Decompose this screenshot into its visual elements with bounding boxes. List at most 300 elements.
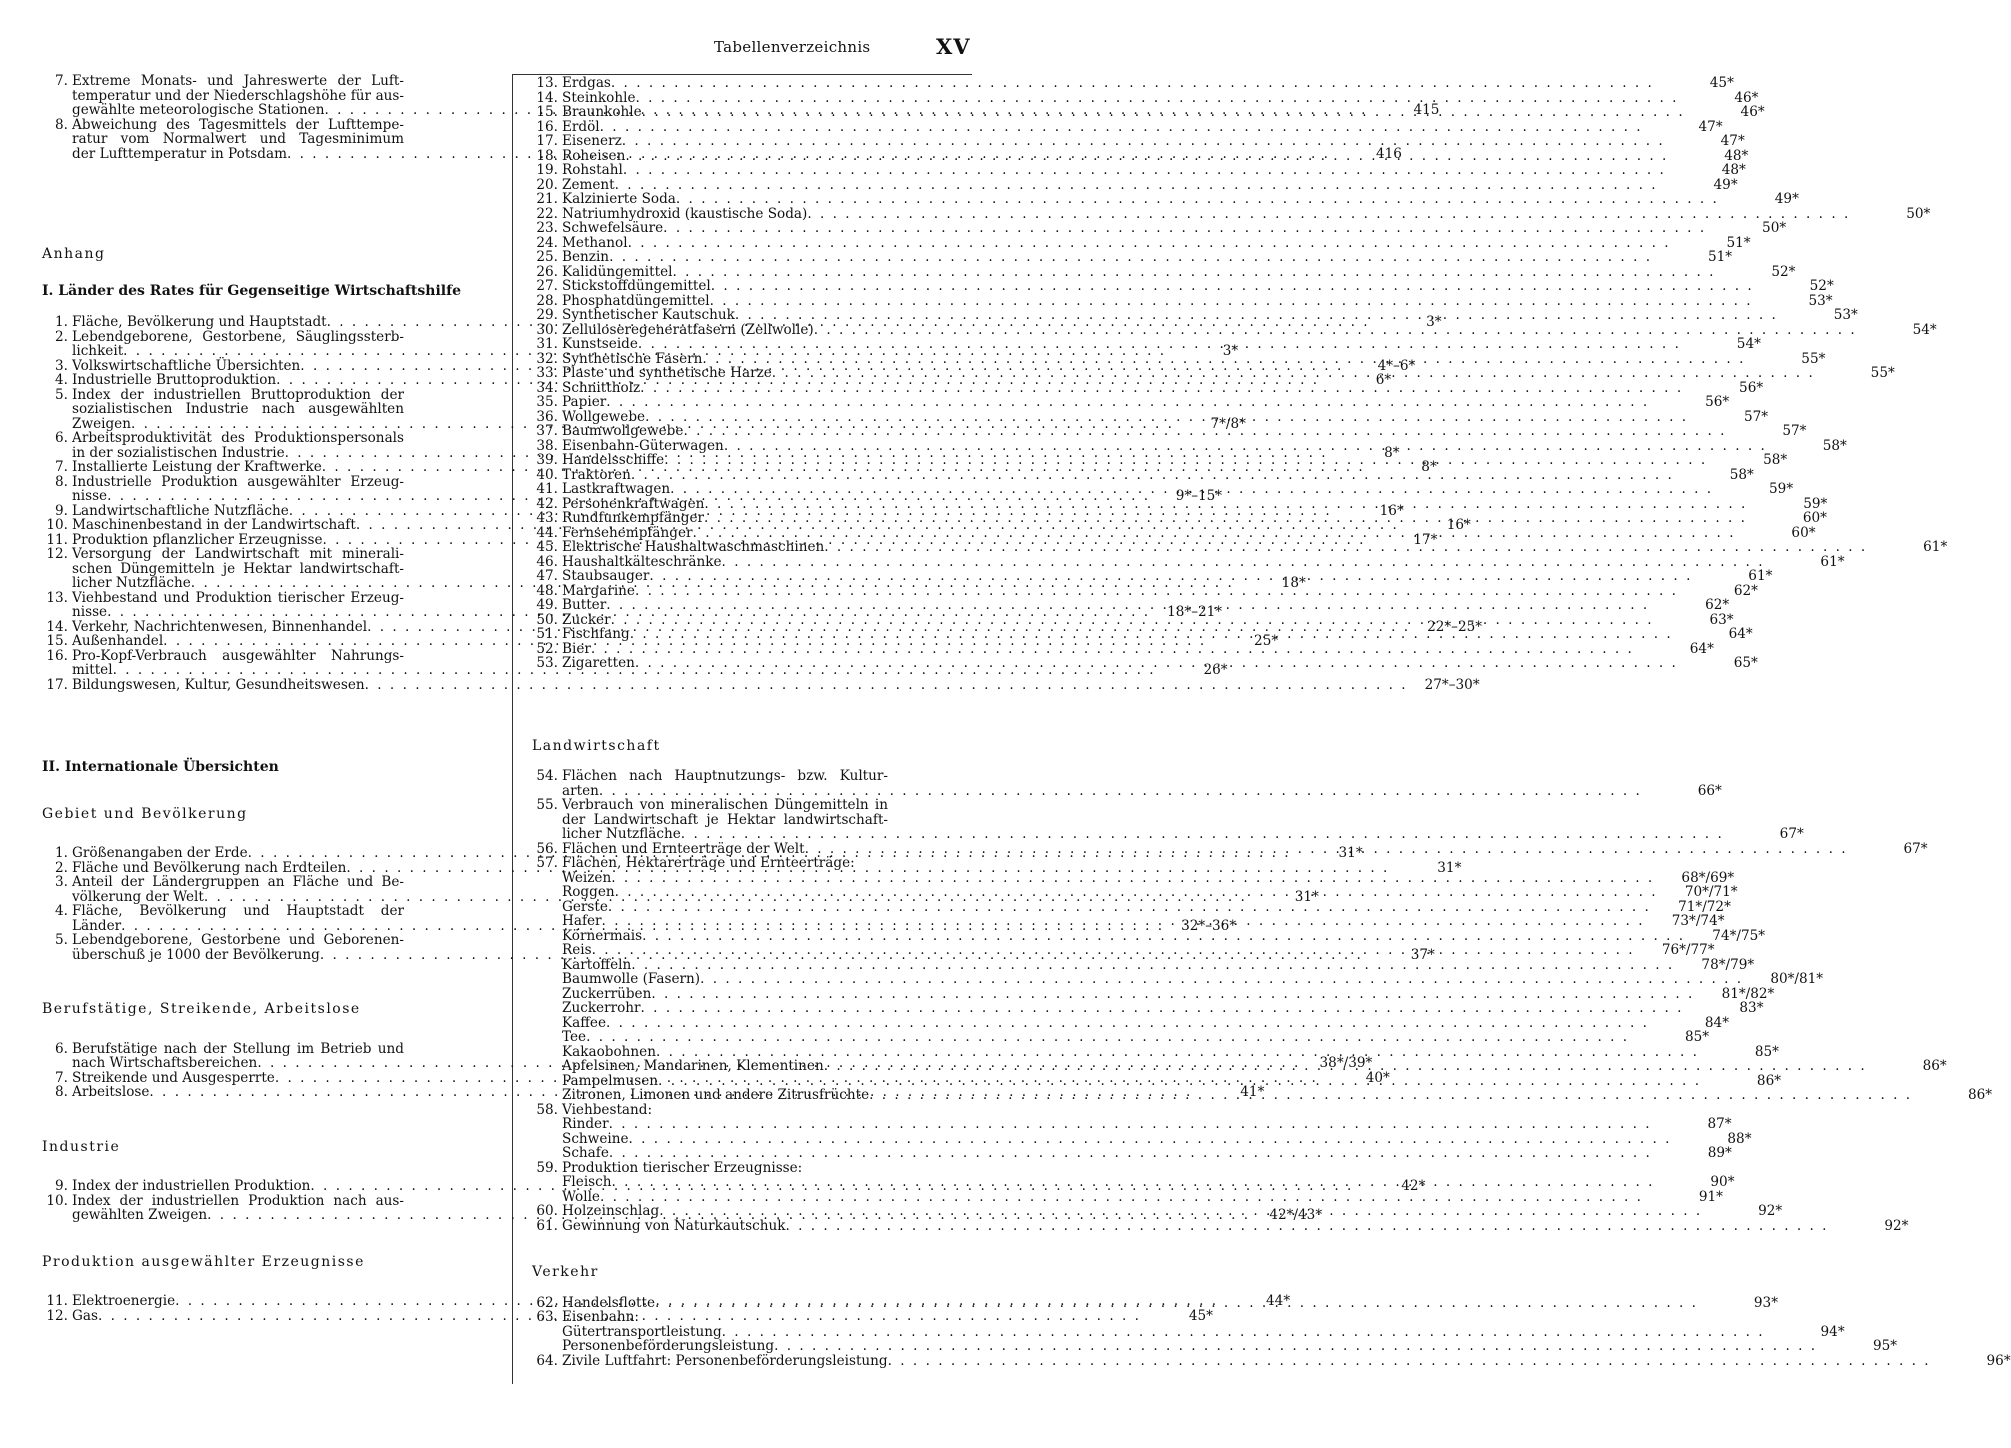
toc-subentry	[532, 1145, 1732, 1161]
entry-page: 65*	[1733, 655, 1758, 671]
entry-line	[562, 972, 1823, 987]
entry-page: 89*	[1707, 1145, 1732, 1161]
toc-entry	[532, 797, 1804, 842]
entry-text: Benzin	[562, 249, 610, 265]
entry-number: 45.	[536, 539, 558, 555]
spacer	[42, 962, 494, 1002]
toc-entry	[532, 336, 1761, 352]
entry-text: Steinkohle	[562, 89, 636, 106]
entry-number: 20.	[536, 176, 558, 193]
entry-text: Butter	[562, 597, 607, 613]
entry-number: 32.	[536, 350, 558, 367]
entry-line	[562, 1016, 1729, 1031]
spacer	[532, 1233, 972, 1265]
entry-text: gewählten Zweigen	[72, 1207, 208, 1223]
entry-text: Zucker	[562, 611, 611, 628]
entry-page: 18*	[1281, 575, 1306, 591]
entry-number: 4.	[55, 372, 68, 388]
entry-page: 88*	[1727, 1130, 1752, 1147]
page-number: XV	[936, 34, 971, 59]
entry-text: Index der industriellen Produktion nach aus-	[72, 1192, 404, 1209]
entry-page: 46*	[1734, 89, 1759, 106]
entry-number: 28.	[536, 292, 558, 309]
entry-line	[562, 381, 1763, 396]
entry-text: der Lufttemperatur in Potsdam	[72, 145, 287, 162]
entry-page: 53*	[1833, 307, 1858, 323]
entry-number: 13.	[536, 75, 558, 91]
entry-line	[562, 526, 1816, 541]
entry-page: 50*	[1762, 220, 1787, 236]
entry-text: Roheisen	[562, 147, 626, 164]
entry-text: Industrielle Bruttoproduktion	[72, 372, 277, 388]
entry-text: in der sozialistischen Industrie	[72, 444, 285, 461]
leader-dots	[609, 250, 1652, 265]
entry-page: 62*	[1733, 582, 1758, 599]
entry-number: 7.	[55, 459, 68, 475]
entry-line	[72, 1194, 504, 1209]
entry-page: 80*/81*	[1770, 971, 1824, 987]
subheading-industrie: Industrie	[42, 1138, 121, 1155]
leader-dots	[693, 526, 1736, 541]
leader-dots	[645, 410, 1688, 425]
leader-dots	[599, 784, 1642, 799]
subheading-beruf: Berufstätige, Streikende, Arbeitslose	[42, 1001, 361, 1017]
entry-line	[562, 627, 1753, 642]
entry-number: 3.	[55, 874, 68, 890]
entry-page: 59*	[1803, 495, 1828, 512]
entry-page: 95*	[1872, 1338, 1898, 1354]
leader-dots	[591, 642, 1634, 657]
entry-line	[562, 871, 1734, 886]
entry-text: schen Düngemitteln je Hektar landwirtschaft-	[72, 560, 404, 577]
entry-number: 12.	[46, 1307, 68, 1324]
leader-dots	[824, 1059, 1867, 1074]
entry-text: Kalzinierte Soda	[562, 191, 676, 207]
entry-page: 61*	[1820, 553, 1845, 570]
entry-text: Versorgung der Landwirtschaft mit minerali-	[72, 546, 404, 562]
entry-number: 26.	[536, 263, 558, 280]
entry-text: Landwirtschaftliche Nutzfläche	[72, 502, 289, 519]
entry-line	[562, 827, 1804, 842]
entry-line	[562, 929, 1765, 944]
entry-text: Gerste	[562, 898, 608, 915]
entry-number: 49.	[536, 597, 558, 613]
entry-line	[562, 1325, 1845, 1340]
entry-number: 9.	[55, 1178, 68, 1194]
entry-number: 23.	[536, 220, 558, 236]
entry-text: ratur vom Normalwert und Tagesminimum	[72, 131, 404, 147]
toc-entry	[532, 133, 1745, 149]
entry-text: Fischfang	[562, 626, 630, 642]
entry-line	[562, 221, 1786, 236]
leader-dots	[630, 627, 1673, 642]
leader-dots	[642, 929, 1685, 944]
entry-page: 3*	[1426, 314, 1442, 330]
entry-page: 8*	[1384, 444, 1400, 461]
entry-number: 31.	[536, 336, 558, 352]
entry-text: Haushaltkälteschränke	[562, 553, 722, 570]
entry-line	[562, 1354, 2011, 1369]
toc-subentry	[532, 956, 1755, 973]
entry-number: 34.	[536, 379, 558, 396]
entry-line	[72, 875, 504, 890]
entry-text: Personenkraftwagen	[562, 495, 705, 512]
spacer	[532, 671, 972, 739]
entry-page: 47*	[1698, 118, 1723, 135]
entry-text: Zuckerrohr	[562, 1000, 641, 1016]
entry-line	[562, 569, 1772, 584]
entry-number: 55.	[536, 797, 558, 813]
entry-line	[562, 424, 1806, 439]
entry-text: mittel	[72, 662, 113, 678]
entry-page: 4*–6*	[1377, 357, 1416, 374]
entry-text: Reis	[562, 942, 592, 958]
entry-text: Rinder	[562, 1116, 609, 1132]
entry-number: 59.	[536, 1159, 558, 1176]
toc-entry	[532, 1310, 972, 1325]
entry-line	[562, 134, 1745, 149]
entry-number: 18.	[536, 147, 558, 164]
entry-page: 70*/71*	[1684, 884, 1738, 900]
entry-page: 59*	[1769, 481, 1794, 497]
entry-number: 11.	[46, 531, 68, 548]
entry-line	[562, 352, 1825, 367]
entry-text: Synthetischer Kautschuk	[562, 307, 735, 323]
entry-text: Staubsauger	[562, 568, 650, 584]
section-title-comecon: I. Länder des Rates für Gegenseitige Wirtschaftshilfe	[42, 282, 462, 299]
entry-page: 42*/43*	[1269, 1207, 1323, 1223]
toc-subentry	[532, 971, 1824, 987]
entry-text: temperatur und der Niederschlagshöhe für aus-	[72, 87, 404, 104]
spacer	[532, 753, 972, 769]
entry-number: 19.	[536, 162, 558, 178]
entry-line	[72, 402, 504, 417]
entry-text: Methanol	[562, 234, 628, 251]
entry-text: Zelluloseregeneratfasern (Zellwolle)	[562, 321, 814, 338]
entry-page: 92*	[1884, 1217, 1909, 1234]
toc-entry	[532, 118, 1723, 135]
entry-line	[562, 192, 1799, 207]
entry-line	[562, 1175, 1735, 1190]
spacer	[532, 1280, 972, 1296]
entry-page: 61*	[1923, 539, 1948, 555]
entry-page: 45*	[1709, 75, 1734, 91]
entry-text: Schwefelsäure	[562, 220, 664, 236]
entry-number: 7.	[55, 1069, 68, 1086]
entry-text: nisse	[72, 488, 108, 504]
entry-line	[562, 842, 1928, 857]
entry-number: 15.	[536, 104, 558, 120]
entry-line	[562, 102, 1765, 120]
entry-line	[562, 642, 1714, 657]
leader-dots	[592, 943, 1635, 958]
leader-dots	[670, 482, 1713, 497]
entry-text: Fläche und Bevölkerung nach Erdteilen	[72, 859, 347, 876]
entry-page: 49*	[1713, 176, 1738, 193]
entry-line	[562, 337, 1761, 352]
toc-entry	[532, 768, 1722, 799]
entry-line	[562, 207, 1930, 222]
entry-page: 27*–30*	[1424, 676, 1480, 693]
entry-number: 42.	[536, 495, 558, 512]
toc-entry	[532, 191, 1799, 207]
subheading-landwirtschaft: Landwirtschaft	[532, 737, 661, 754]
entry-page: 68*/69*	[1681, 869, 1735, 886]
entry-page: 84*	[1704, 1014, 1729, 1031]
entry-text: Streikende und Ausgesperrte	[72, 1069, 275, 1086]
entry-line	[562, 236, 1751, 251]
toc-subentry	[532, 1188, 1723, 1205]
toc-entry	[532, 278, 1834, 294]
entry-page: 40*	[1365, 1069, 1390, 1086]
entry-number: 17.	[536, 133, 558, 149]
entry-line	[72, 676, 1480, 693]
entry-line	[562, 856, 972, 871]
entry-line	[562, 656, 1758, 671]
entry-line	[72, 1042, 504, 1057]
entry-page: 86*	[1967, 1087, 1993, 1103]
entry-line	[562, 76, 1734, 91]
entry-text: Apfelsinen, Mandarinen, Klementinen	[562, 1058, 824, 1074]
entry-text: Traktoren	[562, 466, 631, 483]
entry-text: Größenangaben der Erde	[72, 845, 248, 861]
entry-text: Anteil der Ländergruppen an Fläche und Be-	[72, 874, 404, 890]
entry-number: 35.	[536, 394, 558, 410]
entry-page: 54*	[1912, 321, 1937, 338]
entry-page: 50*	[1906, 205, 1931, 222]
leader-dots	[735, 308, 1778, 323]
entry-number: 24.	[536, 234, 558, 251]
entry-number: 56.	[536, 840, 558, 857]
entry-page: 22*–25*	[1427, 618, 1483, 635]
entry-page: 56*	[1739, 379, 1764, 396]
toc-subentry	[532, 1323, 1845, 1340]
toc-subentry	[532, 1029, 1710, 1045]
entry-text: Schafe	[562, 1145, 609, 1161]
entry-page: 74*/75*	[1712, 927, 1766, 944]
entry-page: 73*/74*	[1671, 913, 1725, 929]
entry-body	[72, 676, 1480, 693]
entry-line	[562, 885, 1738, 900]
entry-text: der Landwirtschaft je Hektar landwirtschaft-	[562, 811, 888, 828]
entry-number: 40.	[536, 466, 558, 483]
leader-dots	[631, 468, 1674, 483]
entry-page: 16*	[1379, 502, 1404, 519]
entry-line	[562, 468, 1754, 483]
entry-line	[72, 132, 504, 147]
entry-text: Kunstseide	[562, 336, 638, 352]
toc-entry	[532, 89, 1759, 106]
leader-dots	[609, 1146, 1652, 1161]
entry-text: Fernsehempfänger	[562, 524, 693, 541]
entry-page: 44*	[1266, 1293, 1291, 1309]
entry-page: 94*	[1820, 1323, 1845, 1340]
toc-subentry	[532, 1130, 1752, 1147]
entry-page: 66*	[1697, 782, 1722, 799]
leader-dots	[704, 497, 1747, 512]
entry-number: 54.	[536, 768, 558, 784]
entry-text: Lebendgeborene, Gestorbene und Geborenen-	[72, 932, 404, 948]
entry-text: Erdöl	[562, 118, 600, 135]
entry-page: 51*	[1707, 249, 1733, 265]
leader-dots	[888, 1354, 1931, 1369]
entry-number: 60.	[536, 1203, 558, 1219]
entry-line	[562, 163, 1746, 178]
toc-entry	[532, 856, 972, 871]
entry-number: 5.	[55, 932, 68, 948]
entry-text: Lastkraftwagen	[562, 481, 671, 497]
entry-text: licher Nutzfläche	[562, 826, 681, 842]
spacer	[42, 262, 494, 284]
entry-line	[562, 1204, 1782, 1219]
entry-page: 9*–15*	[1175, 488, 1223, 504]
leader-dots	[600, 120, 1643, 135]
entry-line	[562, 366, 1895, 381]
entry-page: 64*	[1728, 626, 1753, 642]
leader-dots	[608, 900, 1651, 915]
entry-page: 38*/39*	[1319, 1055, 1373, 1071]
entry-number: 17.	[46, 676, 68, 693]
entry-text: Rohstahl	[562, 162, 623, 178]
toc-subentry	[532, 1338, 1898, 1354]
entry-text: Lebendgeborene, Gestorbene, Säuglingssterb-	[72, 328, 404, 345]
entry-page: 31*	[1437, 859, 1462, 876]
entry-page: 78*/79*	[1701, 956, 1755, 973]
entry-line	[562, 1310, 972, 1325]
entry-number: 16.	[536, 118, 558, 135]
entry-page: 60*	[1791, 524, 1816, 541]
leader-dots	[629, 1132, 1672, 1147]
toc-subentry	[532, 1043, 1779, 1060]
entry-text: Handelsschiffe	[562, 452, 665, 468]
entry-number: 46.	[536, 553, 558, 570]
entry-line	[562, 410, 1768, 425]
entry-text: Tee	[562, 1029, 587, 1045]
entry-text: Industrielle Produktion ausgewählter Erzeug-	[72, 473, 404, 490]
entry-line	[562, 395, 1729, 410]
leader-dots	[622, 134, 1665, 149]
entry-page: 416	[1376, 145, 1402, 162]
entry-page: 42*	[1401, 1178, 1426, 1194]
entry-text: Wollgewebe	[562, 408, 646, 425]
entry-text: Holzeinschlag	[562, 1203, 660, 1219]
entry-text: Zement	[562, 176, 615, 193]
entry-text: lichkeit	[72, 343, 124, 359]
entry-text: Gas	[72, 1307, 98, 1324]
entry-text: Körnermais	[562, 927, 643, 944]
entry-body	[562, 769, 1722, 798]
entry-number: 15.	[46, 633, 68, 649]
entry-number: 33.	[536, 365, 558, 381]
entry-line	[562, 294, 1833, 309]
leader-dots	[631, 958, 1674, 973]
entry-line	[562, 497, 1827, 512]
entry-line	[562, 1190, 1723, 1205]
entry-page: 76*/77*	[1661, 942, 1715, 958]
entry-line	[562, 540, 1947, 555]
spacer	[42, 1269, 494, 1294]
toc-entry	[532, 234, 1751, 251]
spacer	[42, 821, 494, 846]
running-title: Tabellenverzeichnis	[714, 38, 871, 56]
leader-dots	[615, 885, 1658, 900]
entry-text: Eisenbahn-Güterwagen	[562, 437, 724, 454]
entry-text: Elektrische Haushaltwaschmaschinen	[562, 539, 825, 555]
entry-line	[562, 91, 1758, 106]
entry-number: 38.	[536, 437, 558, 454]
entry-text: Kaffee	[562, 1014, 607, 1031]
toc-entry	[532, 205, 1931, 222]
leader-dots	[676, 192, 1719, 207]
entry-text: Schnittholz	[562, 379, 641, 396]
entry-line	[562, 943, 1715, 958]
entry-number: 4.	[55, 903, 68, 919]
toc-entry	[532, 394, 1730, 410]
leader-dots	[623, 163, 1666, 178]
leader-dots	[824, 540, 1867, 555]
entry-number: 13.	[46, 589, 68, 606]
entry-page: 58*	[1763, 452, 1788, 468]
entry-text: Personenbeförderungsleistung	[562, 1338, 775, 1354]
entry-page: 3*	[1222, 343, 1239, 359]
entry-text: Flächen und Ernteerträge der Welt	[562, 840, 805, 857]
entry-text: Fleisch	[562, 1174, 612, 1190]
entry-text: Handelsflotte	[562, 1294, 656, 1311]
entry-text: Bildungswesen, Kultur, Gesundheitswesen	[72, 676, 365, 693]
leader-dots	[672, 265, 1715, 280]
entry-line	[562, 958, 1754, 973]
entry-line	[562, 1132, 1752, 1147]
entry-page: 83*	[1739, 1000, 1764, 1016]
leader-dots	[615, 178, 1658, 193]
leader-dots	[785, 1219, 1828, 1234]
entry-number: 9.	[55, 502, 68, 519]
entry-number: 2.	[55, 328, 68, 345]
entry-text: gewählte meteorologische Stationen	[72, 102, 325, 118]
entry-number: 8.	[55, 116, 68, 133]
entry-line	[562, 1103, 972, 1118]
leader-dots	[659, 1204, 1702, 1219]
entry-number: 25.	[536, 249, 558, 265]
leader-dots	[642, 102, 1685, 120]
entry-text: Volkswirtschaftliche Übersichten	[72, 357, 301, 374]
entry-page: 58*	[1729, 466, 1754, 483]
entry-line	[562, 598, 1729, 613]
entry-number: 44.	[536, 524, 558, 541]
toc-entry	[532, 162, 1746, 178]
entry-text: Arbeitslose	[72, 1084, 150, 1100]
entry-line	[562, 584, 1758, 599]
toc-entry	[532, 220, 1787, 236]
toc-subentry	[532, 1000, 1764, 1016]
leader-dots	[807, 207, 1850, 222]
toc-entry	[532, 75, 1734, 91]
spacer	[42, 161, 494, 247]
entry-page: 52*	[1809, 278, 1834, 294]
entry-text: Pro-Kopf-Verbrauch ausgewählter Nahrungs-	[72, 647, 404, 664]
entry-line	[72, 388, 504, 403]
entry-number: 10.	[46, 1192, 68, 1209]
toc-entry	[532, 1161, 972, 1176]
subheading-produktion: Produktion ausgewählter Erzeugnisse	[42, 1253, 365, 1270]
spacer	[42, 1154, 494, 1179]
entry-text: Bier	[562, 640, 591, 657]
leader-dots	[805, 842, 1848, 857]
toc-subentry	[532, 869, 1735, 886]
entry-number: 58.	[536, 1101, 558, 1118]
entry-text: Berufstätige nach der Stellung im Betrieb und	[72, 1040, 404, 1057]
entry-text: Extreme Monats- und Jahreswerte der Luft-	[72, 73, 404, 89]
